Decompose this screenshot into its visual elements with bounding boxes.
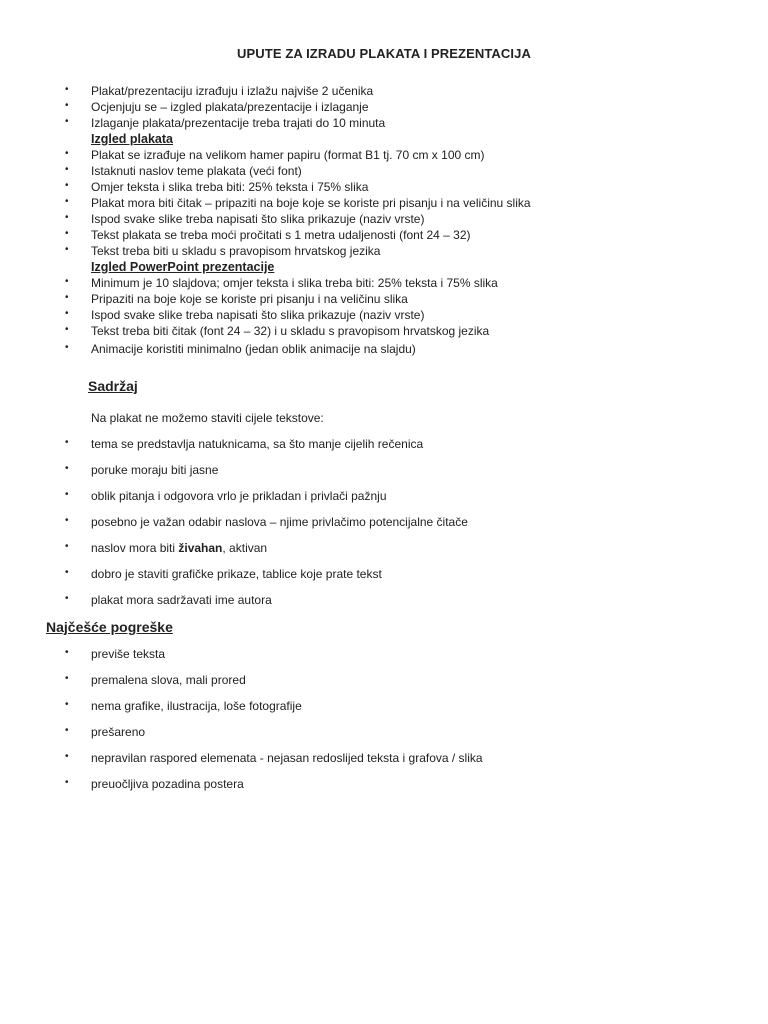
list-item-text: Minimum je 10 slajdova; omjer teksta i slika treba biti: 25% teksta i 75% slika xyxy=(91,276,498,290)
bullet-icon: • xyxy=(65,777,69,788)
bullet-icon: • xyxy=(65,292,69,303)
list-item-text: Tekst treba biti u skladu s pravopisom hrvatskog jezika xyxy=(91,244,381,258)
list-item-text-before: naslov mora biti xyxy=(91,541,179,555)
list-item-text: prešareno xyxy=(91,725,146,739)
bullet-icon: • xyxy=(65,342,69,353)
list-item-text: Ispod svake slike treba napisati što slika prikazuje (naziv vrste) xyxy=(91,212,425,226)
bullet-icon: • xyxy=(65,541,69,552)
bullet-icon: • xyxy=(65,515,69,526)
list-item-text: Tekst treba biti čitak (font 24 – 32) i u skladu s pravopisom hrvatskog jezika xyxy=(91,324,490,338)
bullet-icon: • xyxy=(65,673,69,684)
list-item-text: Istaknuti naslov teme plakata (veći font) xyxy=(91,164,302,178)
list-item-text: Tekst plakata se treba moći pročitati s 1 metra udaljenosti (font 24 – 32) xyxy=(91,228,471,242)
list-item-text: dobro je staviti grafičke prikaze, tablice koje prate tekst xyxy=(91,567,382,581)
bullet-icon: • xyxy=(65,228,69,239)
list-item-text: nema grafike, ilustracija, loše fotografije xyxy=(91,699,302,713)
list-item-text: Plakat se izrađuje na velikom hamer papiru (format B1 tj. 70 cm x 100 cm) xyxy=(91,148,485,162)
list-item-text: oblik pitanja i odgovora vrlo je prikladan i privlači pažnju xyxy=(91,489,387,503)
bullet-icon: • xyxy=(65,180,69,191)
list-item-text xyxy=(91,541,267,555)
content-intro: Na plakat ne možemo staviti cijele tekstove: xyxy=(91,411,324,425)
bullet-icon: • xyxy=(65,324,69,335)
bullet-icon: • xyxy=(65,100,69,111)
bullet-icon: • xyxy=(65,567,69,578)
list-item-text: premalena slova, mali prored xyxy=(91,673,246,687)
ppt-heading: Izgled PowerPoint prezentacije xyxy=(91,260,275,274)
bullet-icon: • xyxy=(65,489,69,500)
bullet-icon: • xyxy=(65,276,69,287)
bullet-icon: • xyxy=(65,164,69,175)
list-item-text: Ispod svake slike treba napisati što slika prikazuje (naziv vrste) xyxy=(91,308,425,322)
bullet-icon: • xyxy=(65,751,69,762)
list-item-text: tema se predstavlja natuknicama, sa što manje cijelih rečenica xyxy=(91,437,424,451)
list-item-text: Animacije koristiti minimalno (jedan oblik animacije na slajdu) xyxy=(91,342,416,356)
list-item-text: Plakat/prezentaciju izrađuju i izlažu najviše 2 učenika xyxy=(91,84,374,98)
list-item-text: Izlaganje plakata/prezentacije treba trajati do 10 minuta xyxy=(91,116,386,130)
list-item-text: preuočljiva pozadina postera xyxy=(91,777,244,791)
bullet-icon: • xyxy=(65,437,69,448)
mistakes-heading: Najčešće pogreške xyxy=(46,619,173,635)
list-item-text: Plakat mora biti čitak – pripaziti na boje koje se koriste pri pisanju i na veličinu slika xyxy=(91,196,531,210)
document-title: UPUTE ZA IZRADU PLAKATA I PREZENTACIJA xyxy=(237,46,531,61)
content-heading: Sadržaj xyxy=(88,378,138,394)
bullet-icon: • xyxy=(65,647,69,658)
bullet-icon: • xyxy=(65,463,69,474)
list-item-text: plakat mora sadržavati ime autora xyxy=(91,593,272,607)
list-item-text-bold: živahan xyxy=(178,541,223,555)
bullet-icon: • xyxy=(65,593,69,604)
bullet-icon: • xyxy=(65,212,69,223)
list-item-text: Omjer teksta i slika treba biti: 25% teksta i 75% slika xyxy=(91,180,369,194)
bullet-icon: • xyxy=(65,84,69,95)
list-item-text: Ocjenjuju se – izgled plakata/prezentacije i izlaganje xyxy=(91,100,369,114)
list-item-text: previše teksta xyxy=(91,647,166,661)
list-item-text: posebno je važan odabir naslova – njime privlačimo potencijalne čitače xyxy=(91,515,468,529)
bullet-icon: • xyxy=(65,148,69,159)
bullet-icon: • xyxy=(65,699,69,710)
bullet-icon: • xyxy=(65,308,69,319)
list-item-text: nepravilan raspored elemenata - nejasan redoslijed teksta i grafova / slika xyxy=(91,751,483,765)
list-item-text: Pripaziti na boje koje se koriste pri pisanju i na veličinu slika xyxy=(91,292,408,306)
bullet-icon: • xyxy=(65,116,69,127)
bullet-icon: • xyxy=(65,725,69,736)
list-item-text: poruke moraju biti jasne xyxy=(91,463,219,477)
bullet-icon: • xyxy=(65,196,69,207)
list-item-text-after: , aktivan xyxy=(222,541,268,555)
bullet-icon: • xyxy=(65,244,69,255)
poster-heading: Izgled plakata xyxy=(91,132,173,146)
